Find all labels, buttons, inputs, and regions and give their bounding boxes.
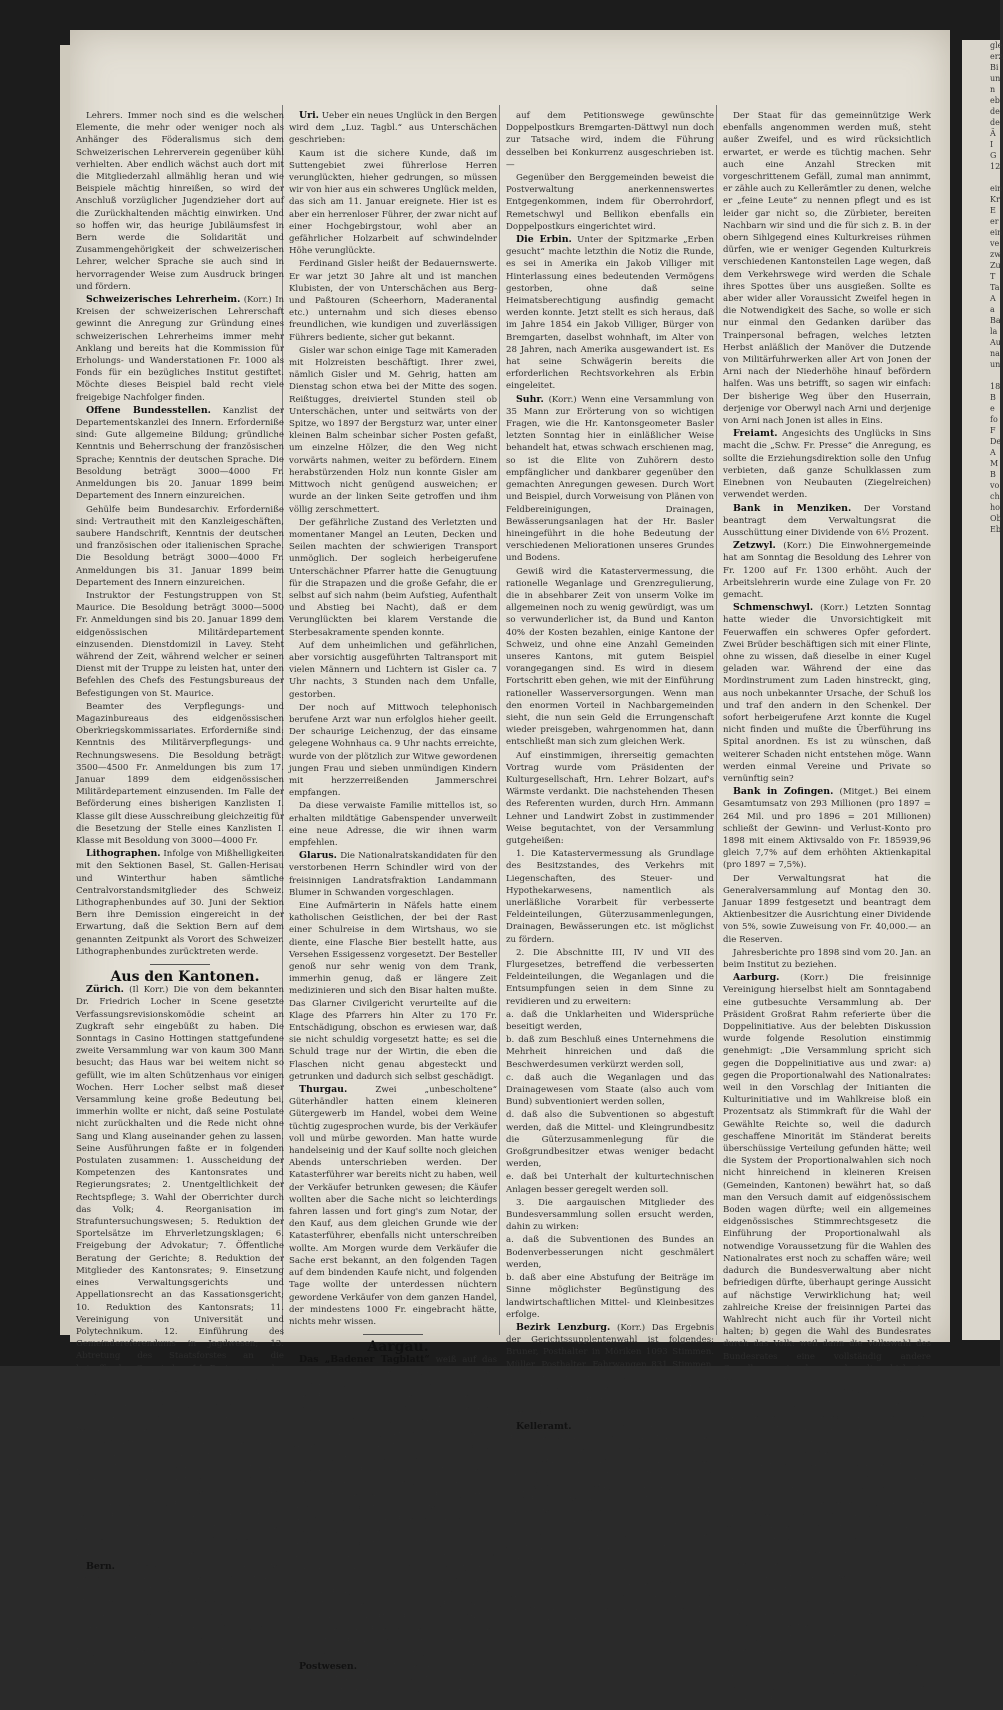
article-headline: Schmenschwyl. (733, 602, 814, 614)
article-paragraph (723, 947, 931, 971)
fragment-text: vo (990, 481, 1000, 490)
article-text: Eine Aufmärterin in Näfels hatte einem katholischen Geistlichen, der bei der Rast einer Schulreise in dem Wirtshaus, wo sie diente, eine Flasche Bier bestellt hatte, aus Versehen Essigessenz vorgesetzt. Der Besteller genoß nur sehr wenig von dem Trank, immerhin genug, daß er längere Zeit medizinieren und sich den Bisar halten mußte. Das Glarner Civilgericht verurteilte auf die Klage des Pfarrers hin Alter zu 170 Fr. Entschädigung, obschon es erwiesen war, daß sie nicht schuldig vorgesetzt hatte; es sei die Schuld trage nur der Wirtin, die eben die Flaschen nicht genau abgesteckt und getrunken und dadurch sich selbst geschädigt. (289, 901, 497, 1082)
article-text: Auf einstimmigen, ihrerseitig gemachten Vortrag wurde vom Präsidenten der Kulturgesellschaft, Hrn. Lehrer Bolzart, auf's Wärmste verdankt. Die nachstehenden Thesen des Referenten wurden, durch Hrn. Ammann Lehner und Landwirt Zobst in zustimmender Weise begutachtet, von der Versammlung gutgeheißen: (506, 750, 714, 846)
article-headline: Die Erbin. (516, 234, 572, 246)
fragment-text: gle (990, 41, 1003, 50)
fragment-text: ein (990, 228, 1003, 237)
article-paragraph (506, 848, 714, 946)
fragment-text: zw (990, 250, 1002, 259)
article-headline: Das „Badener Tagblatt“ (299, 1354, 430, 1366)
fragment-text: un (990, 74, 1001, 83)
article-paragraph (76, 1561, 284, 1671)
fragment-text: Kr (990, 195, 1000, 204)
article-text: (Korr.) Nachdem es dem Holzbirrenbergern nach vielen Bemühungen endlich einmal gelungen ist, durch Anlage der sogen. Magronenstraße — (so genannt, weil die daran beschäftigten Italiener sich hauptsächlich von Maccaroni ernährt haben), nach Bremgarten eine bessere Verbindung mit dem Osten und Westen zu erhalten, und es dem noch nicht so bald an die Reihe kommt, macht sich die Gemeinde Arni Anstrengungen zur Erlangung einer zeitgemäßen Verbindung mit der Station Jonen hin, mit gleichzeitiger Fortführung, bessern Verkehr mit der Gemeinde Jonen. Die einleitenden Schritte sind bereits getan, d. h. ein bezügliches Gesuch ist der Tit. Baudirektion eingereicht worden. Der dazu nötige Fonds ist in Jonen bereits vorhanden. (506, 1421, 714, 1639)
article-headline: Bern. (86, 1560, 115, 1572)
fragment-text: la (990, 327, 998, 336)
fragment-text: T (990, 272, 996, 281)
article-paragraph (723, 503, 931, 540)
binding-shadow (60, 45, 70, 1335)
article-text: Unter der Spitzmarke „Erben gesucht“ machte letzthin die Notiz die Runde, es sei in Amerika ein Jakob Villiger mit Hinterlassung eines bedeutenden Vermögens gestorben, ohne daß seine Heimatsberechtigung ausfindig gemacht werden konnte. Jetzt stellt es sich heraus, daß im Jahre 1854 ein Jakob Villiger, Bürger von Bremgarten, daselbst wohnhaft, im Alter von 28 Jahren, nach Amerika ausgewandert ist. Es hat seine Schwägerin bereits die erforderlichen Rechtsvorkehren als Erbin eingeleitet. (506, 235, 715, 392)
article-paragraph (76, 504, 284, 589)
article-paragraph (76, 590, 284, 700)
article-paragraph (76, 110, 284, 293)
article-paragraph (723, 1498, 931, 1571)
article-paragraph (289, 640, 497, 701)
article-text: Inkwyl. Die ausgedehnten Besitzungen des verstorbenen Schriftsteller Joh. von Minkwitz, Reichsgraf von Minkwitzburg, Fürst von Inkwyl (Pseudonym: Freiherr von Wellenstein), Abkömmling der Grafen von Inkwyl, deren Stammsitz in Sachsen, hat dessen Ortsvorstand um ein Neujahrsgeschenk von 200 Mark in Gold gesandt zu angemessener Verwendung. (76, 1561, 285, 1670)
article-paragraph (289, 900, 497, 1083)
fragment-text: 12 (990, 162, 1001, 171)
fragment-text: M (990, 459, 999, 468)
article-paragraph (289, 850, 497, 899)
article-text: Ueber ein neues Unglück in den Bergen wird dem „Luz. Tagbl.“ aus Unterschächen geschrieben: (289, 111, 498, 146)
article-paragraph (289, 702, 497, 800)
article-paragraph (76, 1400, 284, 1437)
article-text: Gehülfe beim Bundesarchiv. Erforderniße sind: Vertrautheit mit den Kanzleigeschäften, saubere Handschrift, Kenntnis der deutschen und französischen oder italienischen Sprache. Die Besoldung beträgt 3000—4000 Fr. Anmeldungen bis 31. Januar 1899 beim Departement des Innern einzureichen. (76, 504, 284, 588)
article-text: Die neueste Weisheit des „Bad. Tagbl.“ besteht in dem Satze: „Was wir im Rheinkreise tun, das ist für die „Aarg. Nachr.“ nichts an.“ So; wenn also Herr Nationalrat Baldinger in einer Volksversammlung erklärt, er sei für die Doppelinitiative, weil sie einen Fortschritt im freisinnig-demokratischen Partei richte, so geht das außerhalb des Rheinkreises Niemand etwas an? Gibt es denn nur dort eine freisinnig-demokratische Partei? Die Aeußerung des Hrn. Baldinger hat nicht bloß in Aarau, sondern auch außerhalb des Kantons interessiert; darum durfte man auch fragen, was die Freisinnigen des Rheinkreises dazu sagen. Es ist aber nicht ganz im „Bad. Tagbl.“ die Erklärung des Hrn. Baldinger müßte die Freisinnigen des Rheinkreises zum Aufsehen rufen. Die Baden'schen Ultramontane sind gegen waren also ganz überflüssig. (289, 1429, 497, 1660)
article-headline: Offene Bundesstellen. (86, 404, 211, 416)
article-paragraph (506, 394, 714, 565)
article-text: Der gefährliche Zustand des Verletzten und momentaner Mangel an Leuten, Decken und Seilen machten der schwierigen Transport unmöglich. Der sogleich herbeigerufene Unterschächner Pfarrer hatte die Genugtuung für die Strapazen und die große Gefahr, die er selbst auf sich nahm (beim Aufstieg, Aufenthalt und Abstieg bei Nacht), daß er dem Verunglückten bei klarem Verstande die Sterbesakramente spenden konnte. (289, 517, 497, 638)
article-paragraph (506, 947, 714, 1008)
fragment-text (962, 172, 1000, 183)
fragment-text: na (990, 349, 1000, 358)
article-text: Die Wahl des Ausschusses für die Initiativarbeit wurde auf eine dritte Versammlung verschoben. (76, 1401, 284, 1436)
article-text: Kanzlist der Departementskanzlei des Innern. Erforderniße sind: Gute allgemeine Bildung; gründliche Kenntnis und Beherrschung der französischen Sprache; Kenntnis der deutschen Sprache. Die Besoldung beträgt 3000—4000 Fr. Anmeldungen bis 20. Januar 1899 beim Departement des Innern einzureichen. (76, 405, 284, 502)
fragment-text: A (990, 294, 996, 303)
article-headline: Freiamt. (733, 428, 778, 440)
article-text: (Korr.) Das Ergebnis der Gerichtssupplentenwahl ist folgendes: Bruner, Posthalter in Möriken 1093 Stimmen. Müller, Posthalter, Fahrwangen 831 Stimmen. Senn, gew. Ammann, Alliswyl 583 Stimmen. Döbeli, Verwalter in Seon 276 Stimmen. Es ist somit nur der Erstgenannte gewählt, der Zweite kommt in eine Stichwahl. (506, 1322, 715, 1419)
article-text: Angesichts des Unglücks in Sins macht die „Schw. Fr. Presse“ die Anregung, es sollte die Erziehungsdirektion solle den Unfug verbieten, daß ganze Schulklassen zum Einebnen von Neubauten (Ziegelreichen) verwendet werden. (723, 429, 932, 501)
fragment-text: ho (990, 503, 1000, 512)
fragment-text: E (990, 206, 996, 215)
fragment-text: G (990, 151, 997, 160)
article-paragraph (723, 540, 931, 601)
article-paragraph (76, 405, 284, 503)
section-heading: Aus den Kantonen. (110, 969, 260, 986)
fragment-text: Ta (990, 283, 1000, 292)
article-headline: Bank in Zofingen. (733, 786, 834, 798)
fragment-text: Au (990, 338, 1001, 347)
article-text: (Korr.) Die Einwohnergemeinde hat am Sonntag die Besoldung des Lehrer von Fr. 1200 auf Fr. 1300 erhöht. Auch der Arbeitslehrerin wurde eine Zulage von Fr. 20 gemacht. (723, 541, 931, 600)
article-paragraph (289, 800, 497, 849)
article-paragraph: b. daß zum Beschluß eines Unternehmens die Mehrheit hinreichen und daß die Beschwerdesumen verkürzt werden soll, (506, 1035, 714, 1070)
article-text: Instruktor der Festungstruppen von St. Maurice. Die Besoldung beträgt 3000—5000 Fr. Anmeldungen sind bis 20. Januar 1899 dem eidgenössischen Militärdepartement einzusenden. Dienstdomizil in Lavey. Steht während der Zeit, während welcher er seinen Dienst mit der Truppe zu leisten hat, unter den Befehlen des Chefs des Festungsbureaus der Befestigungen von St. Maurice. (76, 590, 284, 699)
fragment-text: ein (990, 184, 1003, 193)
fragment-text: n (990, 85, 996, 94)
article-headline: Thurgau. (299, 1084, 348, 1096)
section-rule (150, 964, 210, 965)
article-paragraph (289, 345, 497, 516)
article-paragraph: b. daß aber eine Abstufung der Beiträge im Sinne möglichster Begünstigung des landwirtschaftlichen Mittel- und Kleinbesitzes erfolge. (506, 1273, 714, 1320)
adjacent-page-fragment (962, 40, 1003, 1340)
fragment-text: I (990, 140, 994, 149)
article-paragraph (289, 1429, 497, 1661)
fragment-text: de (990, 107, 1000, 116)
article-paragraph (506, 1197, 714, 1234)
article-text: Kaum ist die sichere Kunde, daß im Suttengebiet zwei führerlose Herren verunglückten, hieher gedrungen, so müssen wir von hier aus ein schweres Unglück melden, das sich am 11. Januar ereignete. Hier ist es aber ein herrenloser Führer, der zwar nicht auf einer Hochgebirgstour, wohl aber an gefährlicher Holzarbeit auf schwindelnder Höhe verunglückte. (289, 148, 497, 257)
article-text: (Il Korr.) Die von dem bekannten Dr. Friedrich Locher in Scene gesetzte Verfassungsrevisionskomödie scheint an Zugkraft sehr eingebüßt zu haben. Die Sonntags in Casino Hottingen stattgefundene zweite Versammlung war von kaum 300 Mann besucht; das Haus war bei weitem nicht so gefüllt, wie im alten Schützenhaus vor einigen Wochen. Herr Locher selbst maß dieser Versammlung keine große Bedeutung bei, immerhin wollte er nicht, daß seine Postulate nicht zurückhalten und die Rede nicht ohne Sang und Klang auseinander gehen zu lassen. Seine Ausführungen faßte er in folgenden Postulaten zusammen: 1. Ausscheidung der Kompetenzen des Kantonsrates und Regierungsrates; 2. Unentgeltlichkeit der Rechtspflege; 3. Wahl der Oberrichter durch das Volk; 4. Reorganisation im Strafuntersuchungswesen; 5. Reduktion der Sportelsätze im Ehrverletzungsklagen; 6. Freigebung der Advokatur; 7. Öffentliche Beratung der Gerichte; 8. Reduktion der Mitglieder des Kantonsrates; 9. Einsetzung eines Verwaltungsgerichts und Appellationsrecht an das Kassationsgericht; 10. Reduktion des Kantonsrats; 11. Vereinigung von Universität und Polytechnikum. 12. Einführung des Gemeindereferendums in Jagdwesen; 13. Abtretung des Staatsforstes an die betreffenden Gemeinden; 14. Besteuerung des Grundeigentums zu 6% des Wertes; 15. Abschaffung der Bezirksräte. (76, 985, 284, 1398)
article-text: (Korr.) Wenn eine Versammlung von 35 Mann zur Erörterung von so wichtigen Fragen, wie die Hr. Kantonsgeometer Basler letzten Sonntag hier in einläßlicher Weise behandelt hat, etwas schwach erschienen mag, so ist die Elite von Zuhörern desto empfänglicher und dankbarer gegenüber den gemachten Anregungen gewesen. Durch Wort und Beispiel, durch Vorweisung von Plänen von Feldbereinigungen, Drainagen, Bewässerungsanlagen hat der Hr. Basler hineingeführt in die hohe Bedeutung der verschiedenen Meliorationen unseres Grundes und Bodens. (506, 394, 714, 564)
article-text: Der Staat für das gemeinnützige Werk ebenfalls angenommen werden muß, steht außer Zweifel, und es wird rücksichtlich erwartet, er werde es tüchtig machen. Sehr auch eine Anzahl Strecken mit vorgeschrittenem Gefäll, zumal man annimmt, er zähle auch zu Kellerämtler zu denen, welche er „feine Leute“ zu nennen pflegt und es ist leider gar nicht so, die Zürbieter, bereiten Nachbarn wir sind und die für sich z. B. in der obern Sihlgegend eines Kulturkreises rühmen dürfen, wie er weniger Gegenden Kulturkreis verschiedenen Kantonsteilen Lage wegen, daß dem Verkehrswege wird werden die Schale ihres Spottes über uns ausgießen. Sollte es aber wider aller Voraussicht Zweifel hegen in die Notwendigkeit des Sache, so wolle er sich nur einmal den Gedanken darüber das Trainpersonal befragen, welches letzten Herbst anläßlich der Manöver die Dutzende von Militärfuhrwerken aller Art von Jonen der Arni nach der Niederhöhe hinauf befördern halfen. Was uns betrifft, so sagen wir einfach: Der bisherige Weg über den Huserrain, derjenige vor Oberwyl nach Arni und derjenige von Arni nach Jonen ist alles in Eins. (723, 111, 931, 427)
fragment-text: B (990, 470, 996, 479)
article-paragraph (76, 984, 284, 1399)
article-paragraph: a. daß die Unklarheiten und Widersprüche beseitigt werden, (506, 1009, 714, 1033)
article-text: Gegenüber den Berggemeinden beweist die Postverwaltung anerkennenswertes Entgegenkommen, indem für Oberrohrdorf, Remetschwyl und Bellikon ebenfalls ein Doppelpostkurs eingerichtet wird. (506, 173, 714, 232)
article-headline: Suhr. (516, 393, 544, 405)
article-paragraph: c. daß auch die Weganlagen und das Drainagewesen vom Staate (also auch vom Bund) subventioniert werden sollen, (506, 1072, 714, 1108)
article-text: Lehrers. Immer noch sind es die welschen Elemente, die mehr oder weniger noch als Anhänger des Föderalismus sich dem Schweizerischen Lehrerverein gegenüber kühl verhielten. Aber endlich wächst auch dort mit die Mitgliederzahl allmählig heran und wie Beispiele mächtig hinreißen, so wird der Anschluß vorzüglicher Jugendzieher dort auf die Zurückhaltenden mächtig einwirken. Und so hoffen wir, das heurige Jubiläumsfest in Bern werde die Solidarität und Zusammengehörigkeit der schweizerischen Lehrer, welcher Sprache sie auch sind in hervorragender Weise zum Ausdruck bringen und fördern. (76, 111, 284, 292)
column-3 (506, 110, 715, 1639)
fragment-text: fo (990, 415, 998, 424)
article-paragraph (506, 566, 714, 749)
fragment-text (962, 370, 1000, 381)
column-1 (76, 110, 285, 1670)
article-text: Der Verwaltungsrat hat die Generalversammlung auf Montag den 30. Januar 1899 festgesetzt und beantragt dem Aktienbesitzer die Ausrichtung einer Dividende von 5%, sowie Zuweisung von Fr. 40,000.— an die Reserven. (723, 873, 931, 945)
column-rule (499, 105, 500, 1335)
article-paragraph (506, 172, 714, 233)
article-text: Infolge von Mißhelligkeiten mit den Sektionen Basel, St. Gallen-Herisau und Winterthur haben sämtliche Centralvorstandsmitglieder des Schweiz. Lithographenbundes auf 30. Juni der Sektion Bern ihre Demission eingereicht in der Erwartung, daß die Sektion Bern auf dem genannten Zeitpunkt als Vorort des Schweizer. Lithographenbundes zurücktreten werde. (76, 849, 285, 957)
article-headline: Lithographen. (86, 848, 161, 860)
article-paragraph (506, 1421, 714, 1641)
fragment-text: Zu (990, 261, 1001, 270)
article-text: (Korr.) In Kreisen der schweizerischen Lehrerschaft gewinnt die Anregung zur Gründung eines schweizerischen Lehrerheims immer mehr Anklang und bereits hat die Kommission für Erholungs- und Wanderstationen Fr. 1000 als Fonds für ein bezügliches Institut gestiftet. Möchte dieses Beispiel bald recht viele freigebige Nachfolger finden. (76, 295, 285, 403)
article-paragraph (723, 602, 931, 785)
fragment-text: de (990, 118, 1000, 127)
fragment-text: Ä (990, 129, 996, 138)
fragment-text: un (990, 360, 1001, 369)
article-paragraph (76, 1438, 284, 1560)
article-paragraph (76, 701, 284, 847)
article-paragraph (506, 750, 714, 848)
article-headline: Zürich. (86, 984, 124, 996)
article-headline: Bezirk Lenzburg. (516, 1321, 611, 1333)
article-paragraph (506, 110, 714, 171)
article-text: Da diese verwaiste Familie mittellos ist, so erhalten mildtätige Gabenspender unverweilt eine neue Adresse, die wir ihnen warm empfehlen. (289, 801, 497, 848)
article-headline: Kelleramt. (516, 1420, 572, 1432)
article-headline: Zetzwyl. (733, 540, 776, 552)
article-text: Jahresberichte pro 1898 sind vom 20. Jan. an beim Institut zu beziehen. (723, 947, 931, 971)
article-paragraph: e. daß bei Unterhalt der kulturtechnischen Anlagen besser geregelt werden soll. (506, 1172, 714, 1195)
article-text: (Korr.) Letzten Sonntag hatte wieder die Unvorsichtigkeit mit Feuerwaffen ein schweres Opfer gefordert. Zwei Brüder beschäftigen sich mit einer Flinte, ohne zu wissen, daß dieselbe in einer Kugel geladen war. Während der eine das Mordinstrument zum Laden hinstreckt, ging, aus noch unbekannter Ursache, der Schuß los und traf den andern in den Schenkel. Der sofort herbeigerufene Arzt konnte die Kugel nicht finden und mußte die Überführung ins Spital anordnen. Es ist zu wünschen, daß weiterer Schaden nicht entstehen möge. Wann werden einmal Vereine und Private so vernünftig sein? (723, 603, 931, 784)
fragment-text: Eb (990, 525, 1001, 534)
fragment-text: Ba (990, 316, 1001, 325)
article-text: 1. Die Katastervermessung als Grundlage des Besitzstandes, des Verkehrs mit Liegenschaften, des Steuer- und Hypothekarwesens, namentlich als unerläßliche Vorarbeit für verbesserte Feldeinteilungen, Güterzusammenlegungen, Drainagen, Bewässerungen etc. ist möglichst zu fördern. (506, 849, 714, 945)
article-paragraph (506, 1322, 714, 1420)
article-text: Gisler war schon einige Tage mit Kameraden mit Holzreisten beschäftigt. Ihrer zwei, nämlich Gisler und M. Gehrig, hatten am Dienstag schon etwa bei der Mitte des sogen. Reißtugges, dreiviertel Stunden steil ob Unterschächen, unter und seitwärts von der Spitze, wo 1897 der Bergsturz war, unter einer kleinen Balm scheinbar sicher Posten gefaßt, um einzelne Hölzer, die den Weg nicht vorwärts nahmen, weiter zu befördern. Einem herabstürzenden Holz nun konnte Gisler am Mittwoch nicht genügend ausweichen; er wurde an der linken Seite getroffen und ihm völlig zerschmettert. (289, 345, 497, 515)
article-text: weiß auf das Sachliche unserer Zurechtweisung vom letzten Samstag nicht genau zu antworten, als mit einer Flut persönlicher Beschimpfungen, die uns von dieser Seite, von der nichts anderes zu erwarten stand, völlig kalt lassen. (289, 1355, 497, 1427)
article-paragraph (289, 258, 497, 343)
article-paragraph (76, 848, 284, 958)
article-text: 3. Die aargauischen Mitglieder des Bundesversammlung sollen ersucht werden, dahin zu wirken: (506, 1197, 714, 1233)
article-paragraph (289, 1661, 497, 1710)
article-paragraph (289, 110, 497, 147)
fragment-text: A (990, 448, 996, 457)
article-paragraph: a. daß die Subventionen des Bundes an Bodenverbesserungen nicht geschmälert werden, (506, 1235, 714, 1270)
article-headline: Glarus. (299, 850, 337, 862)
article-text: Der Genannte referierte sodann über die Drahtbrückenfrage, die durch Ablauf der bisherigen Konzession akut geworden ist. Seit einem Jahrzehnt wird ein Neubau dieser Brücke angestrebt, aber unglückliche Konjunkturen (Krach im Kt. Solothurn etc.) auf bessere Zeiten verlegt. Es kann sich für die Gemeinde nun aber um eine Parabelbrücke, die ca. 93,000 Fr. oder eine solche mit Bogenbrücke, die auf Fr. 85—90,000 zu stehen käme. Die Finan- (723, 1573, 931, 1706)
article-paragraph (506, 234, 714, 393)
article-text: Die Nationalratskandidaten für den verstorbenen Herrn Schindler wird von der freisinnigen Landratsfraktion Landammann Blumer in Schwanden vorgeschlagen. (289, 851, 498, 898)
article-text: Eine Verbesserung hat die Postroute Bremgarten-Dättwil-Baden erfahren, indem das Postbureau Dättwil ab erstichtlich, daß der im Frühjahr 1898 (289, 1662, 497, 1709)
article-paragraph (289, 1084, 497, 1328)
article-paragraph (723, 1572, 931, 1706)
article-text: Der Vorstand beantragt dem Verwaltungsrat die Ausschüttung einer Dividende von 6½ Prozent. (723, 503, 931, 538)
article-headline: Postwesen. (299, 1661, 358, 1673)
column-2 (289, 110, 498, 1709)
article-paragraph (723, 428, 931, 501)
article-headline: Uri. (299, 110, 319, 121)
article-paragraph (289, 517, 497, 639)
article-paragraph (723, 110, 931, 427)
article-headline: Bank in Menziken. (733, 502, 852, 514)
article-headline: Aarburg. (733, 972, 780, 984)
article-paragraph (723, 972, 931, 1497)
fragment-text: Ob (990, 514, 1002, 523)
article-headline: Schweizerisches Lehrerheim. (86, 294, 241, 306)
fragment-text: erz (990, 52, 1003, 61)
article-text: (Mitget.) Bei einem Gesamtumsatz von 293 Millionen (pro 1897 = 264 Mil. und pro 1896 = 201 Millionen) schließt der Gewinn- und Verlust-Konto pro 1898 mit einem Aktivsaldo von Fr. 185939,96 gleich 7,7% auf dem erhöhten Aktienkapital (pro 1897 = 7,5%). (723, 787, 932, 871)
fragment-text: B (990, 393, 996, 402)
article-text: Ferdinand Gisler heißt der Bedauernswerte. Er war jetzt 30 Jahre alt und ist manchen Klubisten, der von Unterschächen aus Berg- und Paßtouren (Scheerhorn, Maderanental etc.) unternahm und sich dieses ebenso freundlichen, wie kundigen und zuverlässigen Führers bediente, sicher gut bekannt. (289, 259, 497, 343)
fragment-text: e (990, 404, 995, 413)
article-text: Der noch auf Mittwoch telephonisch berufene Arzt war nun erfolglos hieher geeilt. Der schaurige Leichenzug, der das einsame gelegene Wohnhaus ca. 9 Uhr nachts erreichte, wurde von der plötzlich zur Witwe gewordenen jungen Frau und sieben unmündigen Kindern mit herzzerreißenden Jammerschrei empfangen. (289, 702, 497, 799)
section-rule (363, 1334, 423, 1335)
article-text: Zwei „unbescholtene“ Güterhändler hatten einem kleineren Gütergewerb im Handel, wobei dem Weine tüchtig zugesprochen wurde, bis der Verkäufer voll und mürbe geworden. Man hatte wurde handelseinig und der Kauf sollte noch gleichen Abends unterschrieben werden. Der Katasterführer war bereits nicht zu haben, weil der Verkäufer betrunken gewesen; die Käufer wollten aber die Sache nicht so leichterdings fahren lassen und fort ging's zum Notar, der den Kauf, aus dem gleichen Grunde wie der Katasterführer, ebenfalls nicht unterschreiben wollte. Am Morgen wurde dem Verkäufer die Sache erst bekannt, an den folgenden Tagen auf dem bindenden Kaufe nicht, und folgenden Tage wollte der unterdessen nüchtern gewordene Verkäufer von dem ganzen Handel, der mindestens 1000 Fr. eingebracht hätte, nichts mehr wissen. (289, 1085, 497, 1327)
article-paragraph (289, 1354, 497, 1427)
fragment-text: a (990, 305, 995, 314)
section-heading: Aargau. (367, 1339, 429, 1356)
article-text: Auf dem unheimlichen und gefährlichen, aber vorsichtig ausgeführten Taltransport mit vielen Männern und Lichtern ist Gisler ca. 7 Uhr nachts, 3 Stunden nach dem Unfalle, gestorben. (289, 640, 497, 700)
fragment-text: F (990, 426, 996, 435)
fragment-text: De (990, 437, 1002, 446)
fragment-text: 18 (990, 382, 1001, 391)
fragment-text: ve (990, 239, 1000, 248)
fragment-text: er (990, 217, 999, 226)
article-text: Gewiß läßt sich über den einen oder andern Punkt reden, aber gegenwärtig fühlt man im Zürcher Volk noch zu wenig Bedürfnis für eine Änderung der Verfassung und am allerwenigsten von der Seite, von der sie jetzt angestrebt wird. Daß Herr Locher hat sich mit seinem Erfolg von 1867 verrechnet. Die Leute, die ihn zum Unglück an den Versammlungen zu sekundieren pflegen, genießen wirklich das Zutrauen nicht, das seinige Zutrauen. (76, 1438, 284, 1559)
article-text: (Korr.) Die freisinnige Vereinigung hierselbst hielt am Sonntagabend eine gutbesuchte Versammlung ab. Der Präsident Großrat Rahm referierte über die Doppelinitiative. Aus der belebten Diskussion wurde folgende Resolution einstimmig genehmigt: „Die Versammlung spricht sich gegen die Doppelinitiative aus und zwar: a) gegen die Proportionalwahl des Nationalrates: weil in den Vorschlag der Initianten die Kulturinitiative und im Wahlkreise bloß ein Prozentsatz als Stimmkraft für die Wahl der Gewählte Reichte so, weil die dadurch geschaffene Minorität im Ständerat bereits überschüssige Verteilung gefunden hätte; weil die System der Proportionalwahlen sich noch nicht hinreichend in kleineren Kreisen (Gemeinden, Kantonen) bewährt hat, so daß man den Versuch damit auf eidgenössischem Boden wagen dürfte; weil ein allgemeines eidgenössisches Stimmrechtsgesetz die Einführung der Proportionalwahl als notwendige Voraussetzung für die Wahlen des Nationalrates erst noch zu schaffen wäre; weil dadurch die Bundesverwaltung aber nicht befriedigen dürfte, überhaupt geringe Aussicht auf nächstige Verwirklichung hat; weil zahlreiche Kreise der freisinnigen Partei das Wahlrecht nicht auch für ihr Vorteil nicht halten; b) gegen die Wahl des Bundesrates durch das Volk: weil dann die Volkswahl des Bundesrates eine vollständig andere Grundlage einnehme, als die bisherige Verteilung, nachdem die Souveränität im Bundesstaat zwischen Schweizervolk und Stände geteilt ist, die Übertragung der Wahl der obersten Bundesexekutive an den einen Faktor, das Volk, allein eine Verschiebung der Grundlagen unserer Bundesrates vorstellen würde, daß dies die Gesamtrevision der Bundesverfassung bedürfe, sowie sie unter den gegenwärtig nicht zu unnötige Anlaß vorliegt, die Lösung der Frage zu behandeln.“ (723, 973, 931, 1496)
fragment-text: eb (990, 96, 1000, 105)
article-text: Großrat Lüscher bezweifelt das Verlangen des Schweizervolks nach einer Änderung des Wahlrechtes des Bundesrates könne. Es sei das gute Verhältnis mit den Welschen in die Brüche gehen; die Geltliebe einem Volk sehr seit kurzem begeistert. (723, 1498, 931, 1570)
article-paragraph (76, 294, 284, 404)
article-text: 2. Die Abschnitte III, IV und VII des Flurgesetzes, betreffend die verbesserten Feldeinteilungen, die Weganlagen und die Entsumpfungen seien in dem Sinne zu revidieren und zu erweitern: (506, 947, 714, 1007)
column-4 (723, 110, 932, 1706)
article-paragraph (723, 873, 931, 946)
article-text: Beamter des Verpflegungs- und Magazinbureaus des eidgenössischen Oberkriegskommissariates. Erforderniße sind: Kenntnis des Militärverpflegungs- und Rechnungswesens. Die Besoldung beträgt: 3500—4500 Fr. Anmeldungen bis zum 17. Januar 1899 dem eidgenössischen Militärdepartement einzusenden. Im Falle der Beförderung eines bisherigen Kanzlisten I. Klasse gilt diese Ausschreibung gleichzeitig für die Besetzung der Stelle eines Kanzlisten I. Klasse mit Besoldung von 3000—4000 Fr. (76, 701, 284, 846)
article-paragraph (289, 148, 497, 258)
fragment-text: Bi (990, 63, 999, 72)
article-text: Gewiß wird die Katastervermessung, die rationelle Weganlage und Grenzregulierung, die in absehbarer Zeit von unserm Volke im allgemeinen noch zu wenig gewürdigt, was um so verwunderlicher ist, da Bund und Kanton 40% der Kosten bezahlen, einige Kantone der Schweiz, und ohne eine Anzahl Gemeinden unseres Kantons, mit gutem Beispiel vorangegangen sind. Es wird in diesem Fortschritt eben gehen, wie mit der Einführung rationeller Wasserversorgungen. Wenn man den enormen Vorteil in Nachbargemeinden sieht, die nun sein Geld die Errungenschaft wieder preisgeben, wahrgenommen hat, dann entschließt man sich zum gleichen Werk. (506, 566, 714, 748)
article-paragraph: d. daß also die Subventionen so abgestuft werden, daß die Mittel- und Kleingrundbesitz die Güterzusammenlegung für die Großgrundbesitzer etwas weniger bedacht werden, (506, 1110, 714, 1170)
column-rule (716, 105, 717, 1335)
fragment-text: ch (990, 492, 1000, 501)
article-paragraph (723, 786, 931, 871)
article-text: auf dem Petitionswege gewünschte Doppelpostkurs Bremgarten-Dättwyl nun doch zur Tatsache wird, indem die Führung desselben bei Konkurrenz ausgeschrieben ist. — (506, 111, 714, 170)
